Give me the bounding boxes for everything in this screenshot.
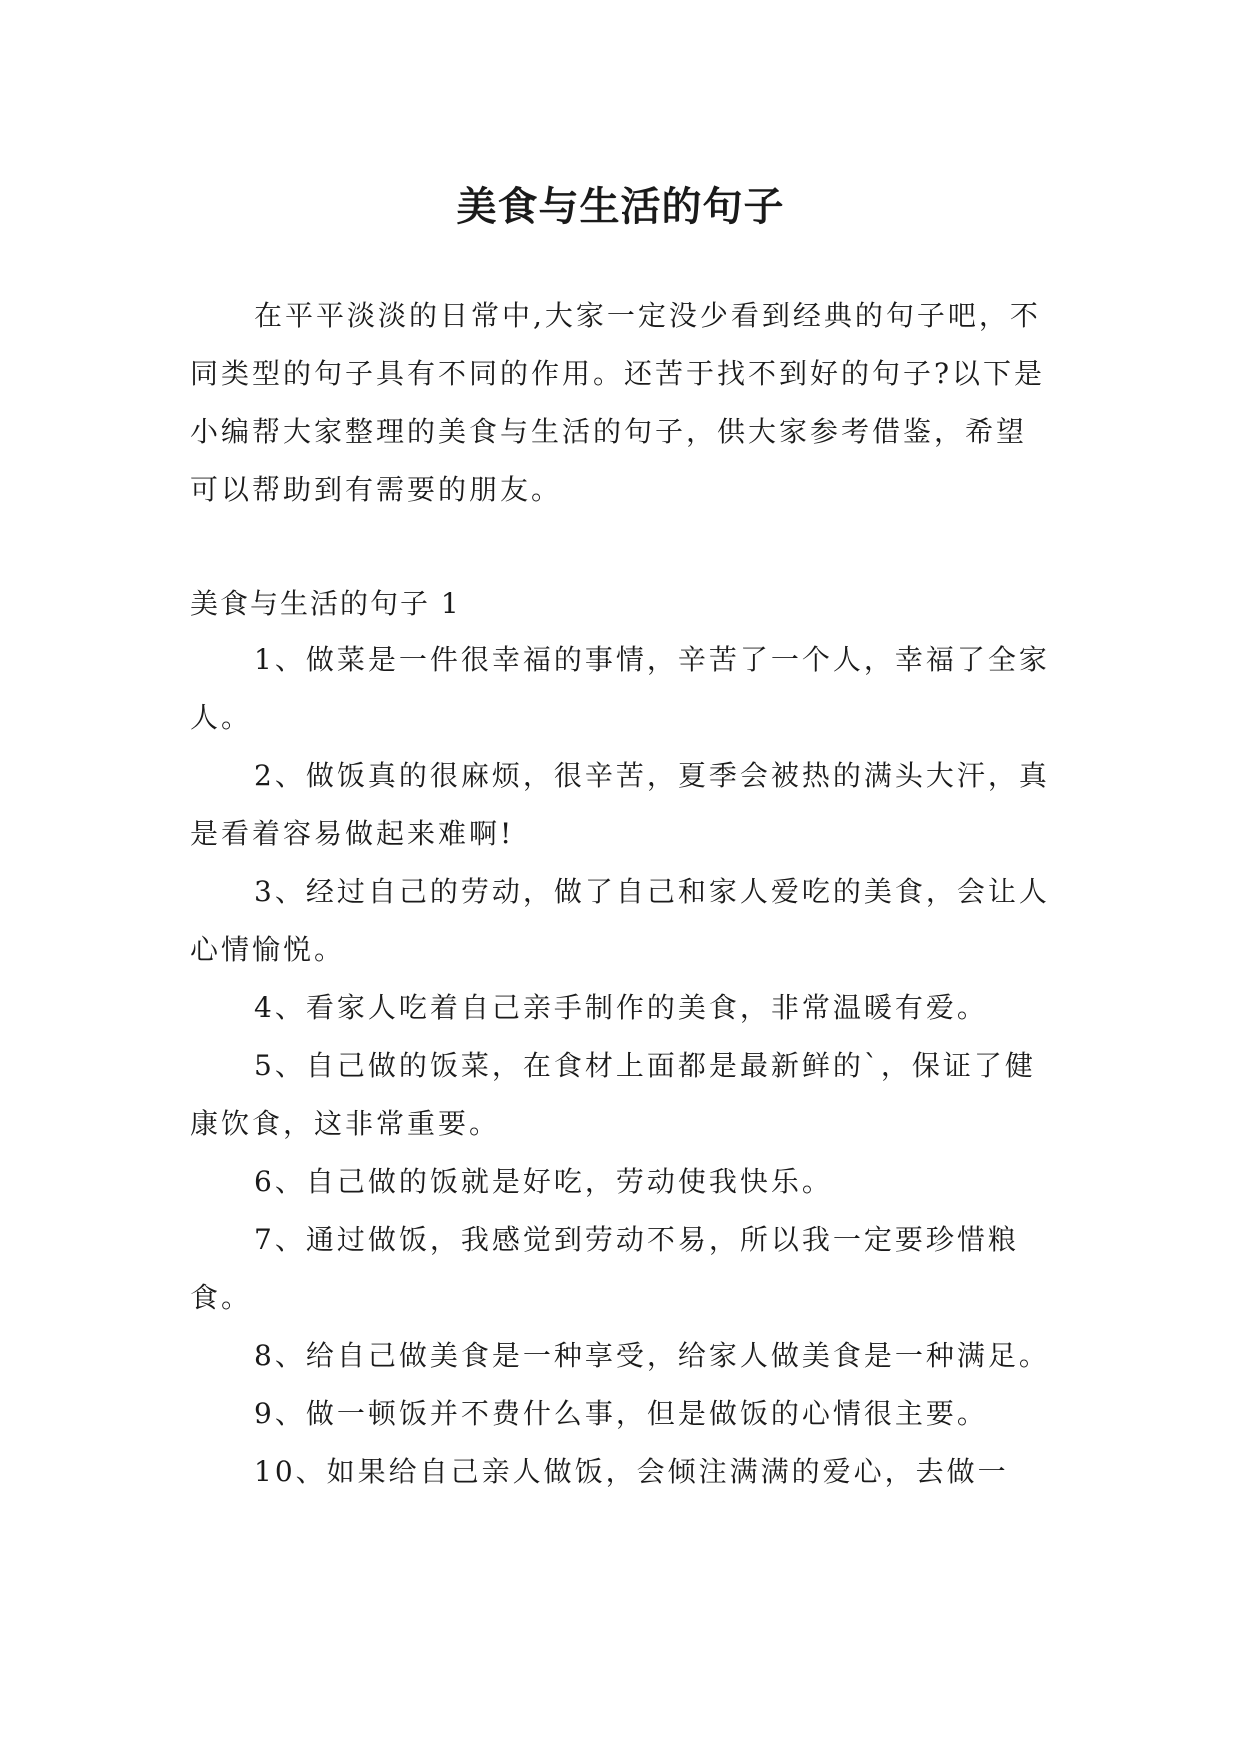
list-item: 3、经过自己的劳动，做了自己和家人爱吃的美食，会让人心情愉悦。 — [190, 875, 1050, 966]
intro-paragraph: 在平平淡淡的日常中,大家一定没少看到经典的句子吧，不同类型的句子具有不同的作用。还苦于找不到好的句子?以下是小编帮大家整理的美食与生活的句子，供大家参考借鉴，希望可以帮助到有需要的朋友。 — [190, 299, 1046, 506]
page-title: 美食与生活的句子 — [456, 183, 785, 230]
list-item: 9、做一顿饭并不费什么事，但是做饭的心情很主要。 — [254, 1397, 988, 1430]
list-item: 4、看家人吃着自己亲手制作的美食，非常温暖有爱。 — [254, 991, 988, 1024]
list-item: 1、做菜是一件很幸福的事情，辛苦了一个人，幸福了全家人。 — [190, 643, 1050, 734]
section-heading: 美食与生活的句子 1 — [190, 587, 461, 620]
list-item: 2、做饭真的很麻烦，很辛苦，夏季会被热的满头大汗，真是看着容易做起来难啊! — [190, 759, 1050, 850]
list-item: 5、自己做的饭菜，在食材上面都是最新鲜的`，保证了健康饮食，这非常重要。 — [190, 1049, 1036, 1140]
list-item: 10、如果给自己亲人做饭，会倾注满满的爱心，去做一 — [254, 1455, 1009, 1488]
list-item: 6、自己做的饭就是好吃，劳动使我快乐。 — [254, 1165, 833, 1198]
sentence-list — [190, 631, 1050, 1501]
list-item: 8、给自己做美食是一种享受，给家人做美食是一种满足。 — [254, 1339, 1050, 1372]
list-item: 7、通过做饭，我感觉到劳动不易，所以我一定要珍惜粮食。 — [190, 1223, 1019, 1314]
